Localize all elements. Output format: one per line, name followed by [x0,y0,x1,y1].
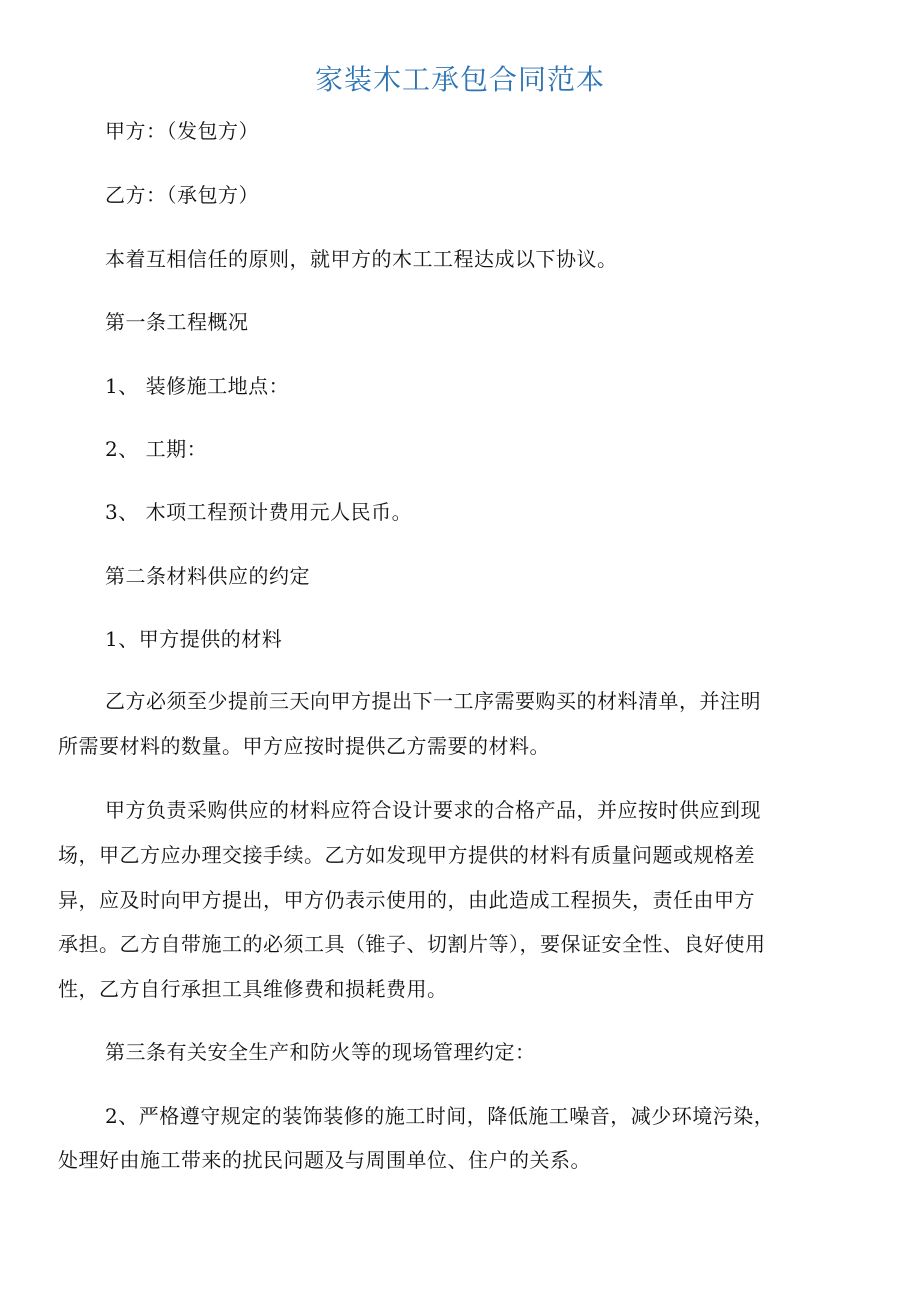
article-1-heading: 第一条工程概况 [105,310,249,334]
article-1-item-1: 1、 装修施工地点： [105,374,290,398]
materials-paragraph-1-line-1: 乙方必须至少提前三天向甲方提出下一工序需要购买的材料清单，并注明 [105,689,761,713]
article-2-item-1: 1、甲方提供的材料 [105,627,283,651]
preamble-paragraph: 本着互相信任的原则，就甲方的木工工程达成以下协议。 [105,247,618,271]
article-3-heading: 第三条有关安全生产和防火等的现场管理约定： [105,1040,536,1064]
party-a-line: 甲方：（发包方） [105,119,259,143]
article-1-item-3: 3、 木项工程预计费用元人民币。 [105,500,413,524]
materials-paragraph-2-line-1: 甲方负责采购供应的材料应符合设计要求的合格产品，并应按时供应到现 [105,798,761,822]
materials-paragraph-2-line-2: 场，甲乙方应办理交接手续。乙方如发现甲方提供的材料有质量问题或规格差 [58,843,755,867]
article-3-item-2-line-1: 2、严格遵守规定的装饰装修的施工时间，降低施工噪音，减少环境污染， [105,1104,775,1128]
materials-paragraph-1-line-2: 所需要材料的数量。甲方应按时提供乙方需要的材料。 [58,734,550,758]
materials-paragraph-2-line-3: 异，应及时向甲方提出，甲方仍表示使用的，由此造成工程损失，责任由甲方 [58,888,755,912]
article-1-item-2: 2、 工期： [105,437,208,461]
article-3-item-2-line-2: 处理好由施工带来的扰民问题及与周围单位、住户的关系。 [58,1148,591,1172]
article-2-heading: 第二条材料供应的约定 [105,564,310,588]
party-b-line: 乙方：（承包方） [105,183,259,207]
materials-paragraph-2-line-4: 承担。乙方自带施工的必须工具（锥子、切割片等），要保证安全性、良好使用 [58,932,766,956]
document-title: 家装木工承包合同范本 [314,63,605,96]
materials-paragraph-2-line-5: 性，乙方自行承担工具维修费和损耗费用。 [58,977,448,1001]
